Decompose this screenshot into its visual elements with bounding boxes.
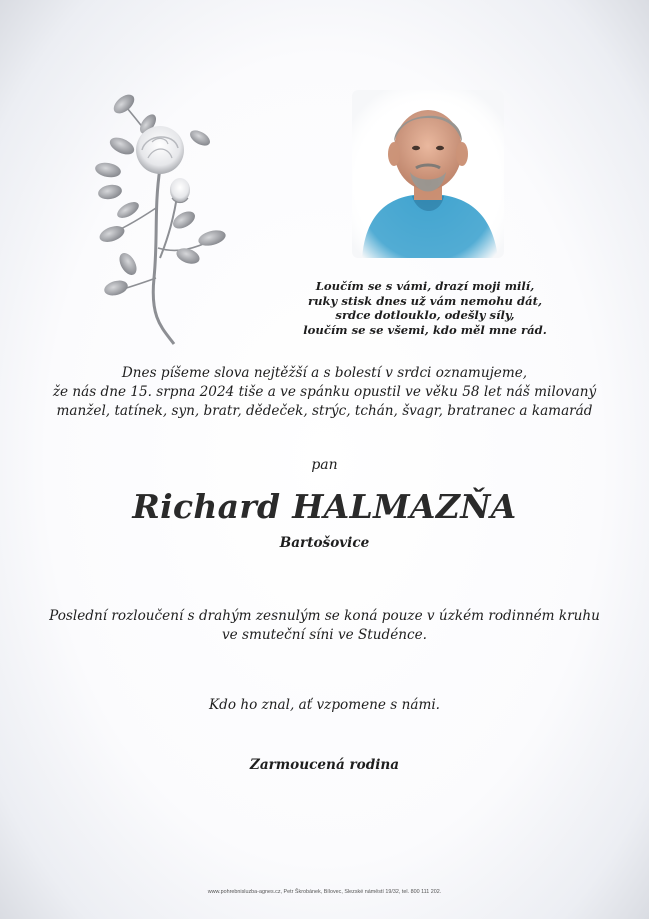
deceased-town: Bartošovice bbox=[279, 535, 370, 551]
announcement-text bbox=[20, 364, 629, 422]
poem-line: Loučím se s vámi, drazí moji milí, bbox=[315, 279, 535, 293]
remembrance-line: Kdo ho znal, ať vzpomene s námi. bbox=[208, 697, 441, 713]
footer-contact: www.pohrebnisluzba-agnes.cz, Petr Škrobánek, Bílovec, Slezské náměstí 19/32, tel. 800 111 202. bbox=[207, 889, 442, 895]
funeral-info-line: ve smuteční síni ve Studénce. bbox=[221, 627, 427, 644]
poem bbox=[300, 279, 550, 337]
poem-line: ruky stisk dnes už vám nemohu dát, bbox=[307, 293, 542, 308]
announcement-line: že nás dne 15. srpna 2024 tiše a ve spánku opustil ve věku 58 let náš milovaný bbox=[52, 384, 597, 401]
signature: Zarmoucená rodina bbox=[249, 757, 400, 773]
funeral-info-line: Poslední rozloučení s drahým zesnulým se koná pouze v úzkém rodinném kruhu bbox=[49, 608, 600, 624]
deceased-name: Richard HALMAZŇA bbox=[132, 487, 517, 526]
rose-illustration bbox=[88, 88, 238, 350]
announcement-line: manžel, tatínek, syn, bratr, dědeček, strýc, tchán, švagr, bratranec a kamarád bbox=[56, 403, 593, 420]
portrait-photo bbox=[352, 90, 504, 258]
funeral-info bbox=[20, 607, 629, 646]
salutation: pan bbox=[311, 457, 338, 473]
poem-line: loučím se se všemi, kdo měl mne rád. bbox=[303, 322, 547, 337]
announcement-line: Dnes píšeme slova nejtěžší a s bolestí v srdci oznamujeme, bbox=[121, 365, 528, 381]
poem-line: srdce dotlouklo, odešly síly, bbox=[335, 308, 515, 323]
